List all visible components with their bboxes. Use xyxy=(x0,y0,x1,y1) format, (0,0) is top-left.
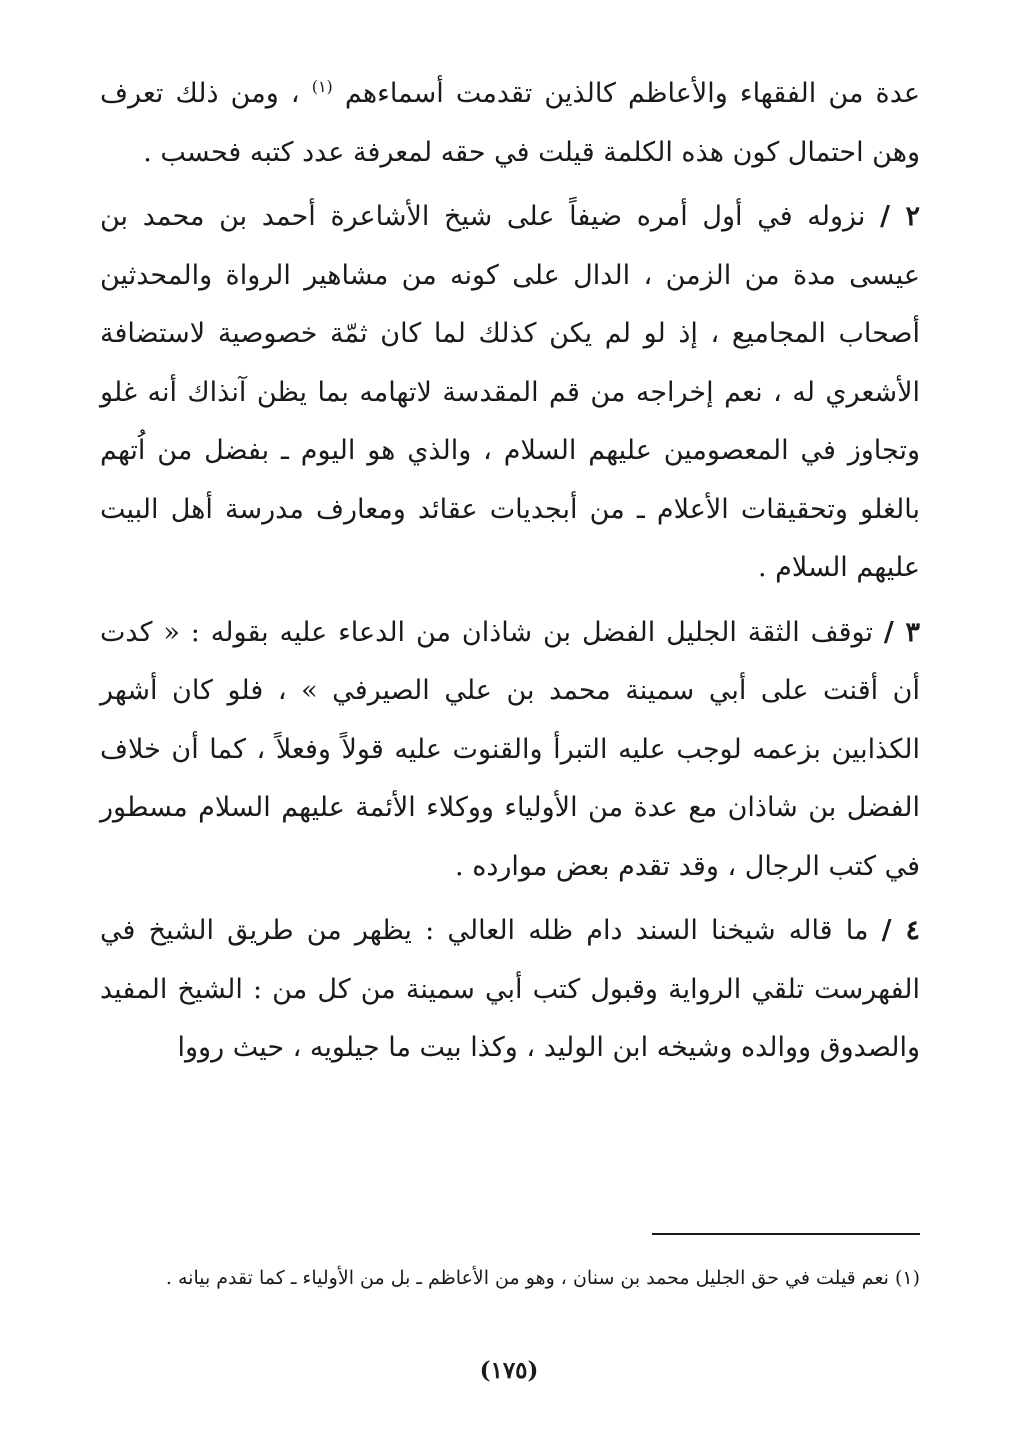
footnote xyxy=(100,1262,920,1295)
footnote-reference: (١) xyxy=(311,77,333,96)
paragraph-3 xyxy=(100,604,920,897)
footnote-divider xyxy=(652,1233,920,1235)
paragraph-3-number: ٣ / xyxy=(883,616,920,648)
footnote-text: (١) نعم قيلت في حق الجليل محمد بن سنان ، وهو من الأعاظم ـ بل من الأولياء ـ كما تقدم بيانه . xyxy=(165,1267,920,1289)
paragraph-3-text: توقف الثقة الجليل الفضل بن شاذان من الدعاء عليه بقوله : « كدت أن أقنت على أبي سمينة محمد بن علي الصيرفي » ، فلو كان أشهر الكذابين بزعمه لوجب عليه التبرأ والقنوت عليه قولاً وفعلاً ، كما أن خلاف الفضل بن شاذان مع عدة من الأولياء ووكلاء الأئمة عليهم السلام مسطور في كتب الرجال ، وقد تقدم بعض موارده . xyxy=(100,616,920,882)
paragraph-1 xyxy=(100,58,920,182)
paragraph-4-text: ما قاله شيخنا السند دام ظله العالي : يظهر من طريق الشيخ في الفهرست تلقي الرواية وقبول كتب أبي سمينة من كل من : الشيخ المفيد والصدوق ووالده وشيخه ابن الوليد ، وكذا بيت ما جيلويه ، حيث رووا xyxy=(100,915,920,1063)
main-text xyxy=(100,58,920,1084)
paragraph-2 xyxy=(100,188,920,598)
page-number: (١٧٥) xyxy=(479,1357,539,1384)
paragraph-1-text: عدة من الفقهاء والأعاظم كالذين تقدمت أسماءهم xyxy=(344,78,920,109)
paragraph-2-text: نزوله في أول أمره ضيفاً على شيخ الأشاعرة أحمد بن محمد بن عيسى مدة من الزمن ، الدال على كونه من مشاهير الرواة والمحدثين أصحاب المجاميع ، إذ لو لم يكن كذلك لما كان ثمّة خصوصية لاستضافة الأشعري له ، نعم إخراجه من قم المقدسة لاتهامه بما يظن آنذاك أنه غلو وتجاوز في المعصومين عليهم السلام ، والذي هو اليوم ـ بفضل من اُتهم بالغلو وتحقيقات الأعلام ـ من أبجديات عقائد ومعارف مدرسة أهل البيت عليهم السلام . xyxy=(100,201,920,583)
paragraph-4-number: ٤ / xyxy=(881,915,920,946)
paragraph-1-tail: ، ومن ذلك تعرف وهن احتمال كون هذه الكلمة قيلت في حقه لمعرفة عدد كتبه فحسب . xyxy=(100,78,920,168)
paragraph-2-number: ٢ / xyxy=(880,201,920,232)
paragraph-4 xyxy=(100,902,920,1078)
